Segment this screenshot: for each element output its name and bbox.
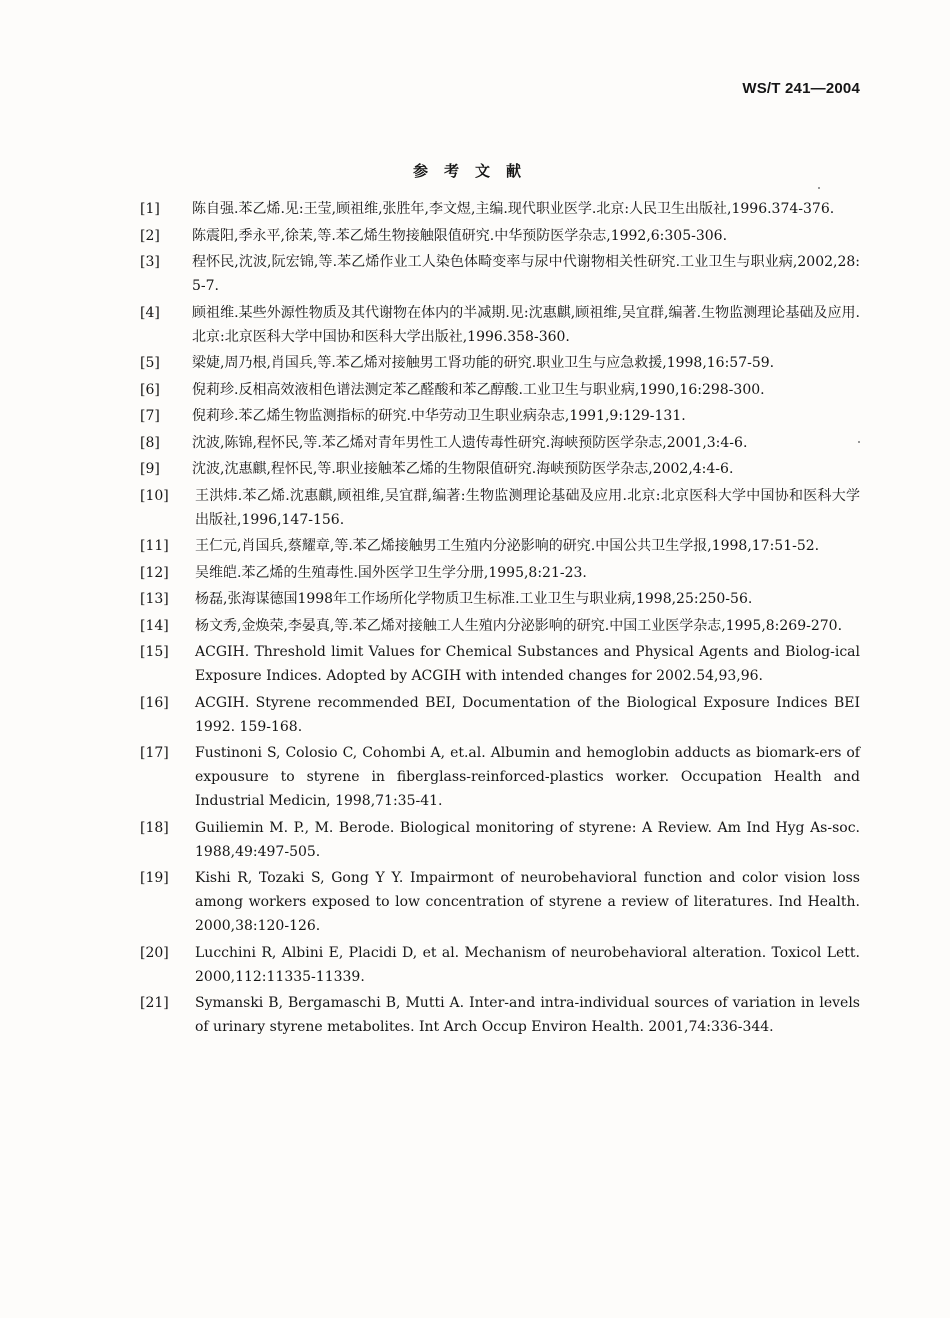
reference-number: [8] (140, 434, 160, 451)
reference-text: Kishi R, Tozaki S, Gong Y Y. Impairmont of neurobehavioral function and color vision loss among workers exposed to low concentration of styrene a review of literatures. Ind Health. 2000,38:120-126. (195, 870, 860, 934)
faint-watermark: ​ (416, 1085, 424, 1098)
reference-item (140, 561, 860, 585)
reference-text: 梁婕,周乃根,肖国兵,等.苯乙烯对接触男工肾功能的研究.职业卫生与应急救援,1998,16:57-59. (192, 355, 775, 371)
reference-number: [20] (140, 944, 169, 961)
reference-item (140, 534, 860, 558)
standard-code: WS/T 241—2004 (742, 80, 860, 97)
reference-text: 程怀民,沈波,阮宏锦,等.苯乙烯作业工人染色体畸变率与尿中代谢物相关性研究.工业卫生与职业病,2002,28:5-7. (192, 254, 860, 294)
reference-text: 倪莉珍.反相高效液相色谱法测定苯乙醛酸和苯乙醇酸.工业卫生与职业病,1990,16:298-300. (192, 381, 765, 398)
scan-speck (858, 441, 860, 443)
reference-number: [15] (140, 644, 169, 660)
reference-number: [13] (140, 591, 169, 607)
reference-text: 顾祖维.某些外源性物质及其代谢物在体内的半减期.见:沈惠麒,顾祖维,吴宜群,编著.生物监测理论基础及应用.北京:北京医科大学中国协和医科大学出版社,1996.358-360. (192, 304, 860, 345)
reference-text: 陈震阳,季永平,徐茉,等.苯乙烯生物接触限值研究.中华预防医学杂志,1992,6:305-306. (192, 227, 728, 244)
reference-item (140, 404, 860, 428)
reference-item (140, 587, 860, 611)
reference-number: [9] (140, 461, 160, 477)
reference-item (140, 691, 860, 739)
reference-text: ACGIH. Threshold limit Values for Chemical Substances and Physical Agents and Biolog-ical Exposure Indices. Adopted by ACGIH with intended changes for 2002.54,93,96. (195, 644, 860, 684)
reference-number: [5] (140, 355, 160, 371)
reference-number: [14] (140, 617, 169, 634)
reference-text: 沈波,陈锦,程怀民,等.苯乙烯对青年男性工人遗传毒性研究.海峡预防医学杂志,2001,3:4-6. (192, 434, 748, 451)
reference-item (140, 457, 860, 481)
reference-item (140, 351, 860, 375)
reference-item (140, 378, 860, 402)
reference-item (140, 741, 860, 813)
reference-number: [11] (140, 538, 169, 554)
reference-number: [21] (140, 995, 169, 1011)
reference-number: [4] (140, 304, 160, 321)
reference-number: [6] (140, 381, 160, 398)
reference-number: [7] (140, 408, 160, 424)
reference-text: Guiliemin M. P., M. Berode. Biological monitoring of styrene: A Review. Am Ind Hyg As-soc. 1988,49:497-505. (195, 819, 860, 860)
reference-text: 王洪炜.苯乙烯.沈惠麒,顾祖维,吴宜群,编著:生物监测理论基础及应用.北京:北京医科大学中国协和医科大学出版社,1996,147-156. (195, 487, 860, 528)
reference-text: 陈自强.苯乙烯.见:王莹,顾祖维,张胜年,李文煜,主编.现代职业医学.北京:人民卫生出版社,1996.374-376. (192, 201, 835, 217)
reference-item (140, 250, 860, 298)
scan-speck (818, 187, 820, 189)
reference-number: [19] (140, 870, 169, 886)
reference-text: Fustinoni S, Colosio C, Cohombi A, et.al. Albumin and hemoglobin adducts as biomark-ers of expousure to styrene in fiberglass-reinforced-plastics worker. Occupation Health and Industrial Medicin, 1998,71:35-41. (195, 745, 860, 809)
reference-item (140, 614, 860, 638)
reference-text: 沈波,沈惠麒,程怀民,等.职业接触苯乙烯的生物限值研究.海峡预防医学杂志,2002,4:4-6. (192, 461, 734, 477)
reference-number: [18] (140, 819, 169, 836)
reference-item (140, 301, 860, 349)
reference-number: [10] (140, 487, 169, 504)
reference-text: 杨文秀,金焕荣,李晏真,等.苯乙烯对接触工人生殖内分泌影响的研究.中国工业医学杂志,1995,8:269-270. (195, 617, 843, 634)
reference-number: [16] (140, 694, 169, 711)
reference-item (140, 816, 860, 864)
reference-item (140, 991, 860, 1039)
reference-text: Symanski B, Bergamaschi B, Mutti A. Inter-and intra-individual sources of variation in levels of urinary styrene metabolites. Int Arch Occup Environ Health. 2001,74:336-344. (195, 995, 860, 1035)
reference-item (140, 197, 860, 221)
reference-text: 吴维皑.苯乙烯的生殖毒性.国外医学卫生学分册,1995,8:21-23. (195, 564, 587, 581)
reference-list (140, 197, 860, 1042)
reference-number: [12] (140, 564, 169, 581)
reference-text: 杨磊,张海谋德国1998年工作场所化学物质卫生标准.工业卫生与职业病,1998,25:250-56. (195, 591, 753, 607)
reference-item (140, 484, 860, 532)
reference-item (140, 941, 860, 989)
reference-item (140, 640, 860, 688)
reference-text: Lucchini R, Albini E, Placidi D, et al. Mechanism of neurobehavioral alteration. Toxicol Lett. 2000,112:11335-11339. (195, 944, 860, 985)
section-title: 参考文献 (412, 162, 537, 180)
reference-text: ACGIH. Styrene recommended BEI, Documentation of the Biological Exposure Indices BEI 1992. 159-168. (195, 694, 860, 735)
reference-item (140, 866, 860, 938)
reference-number: [17] (140, 745, 169, 761)
reference-item (140, 224, 860, 248)
reference-number: [1] (140, 201, 160, 217)
reference-text: 倪莉珍.苯乙烯生物监测指标的研究.中华劳动卫生职业病杂志,1991,9:129-131. (192, 408, 686, 424)
reference-number: [2] (140, 227, 160, 244)
reference-item (140, 431, 860, 455)
reference-text: 王仁元,肖国兵,蔡耀章,等.苯乙烯接触男工生殖内分泌影响的研究.中国公共卫生学报,1998,17:51-52. (195, 538, 820, 554)
reference-number: [3] (140, 254, 160, 270)
